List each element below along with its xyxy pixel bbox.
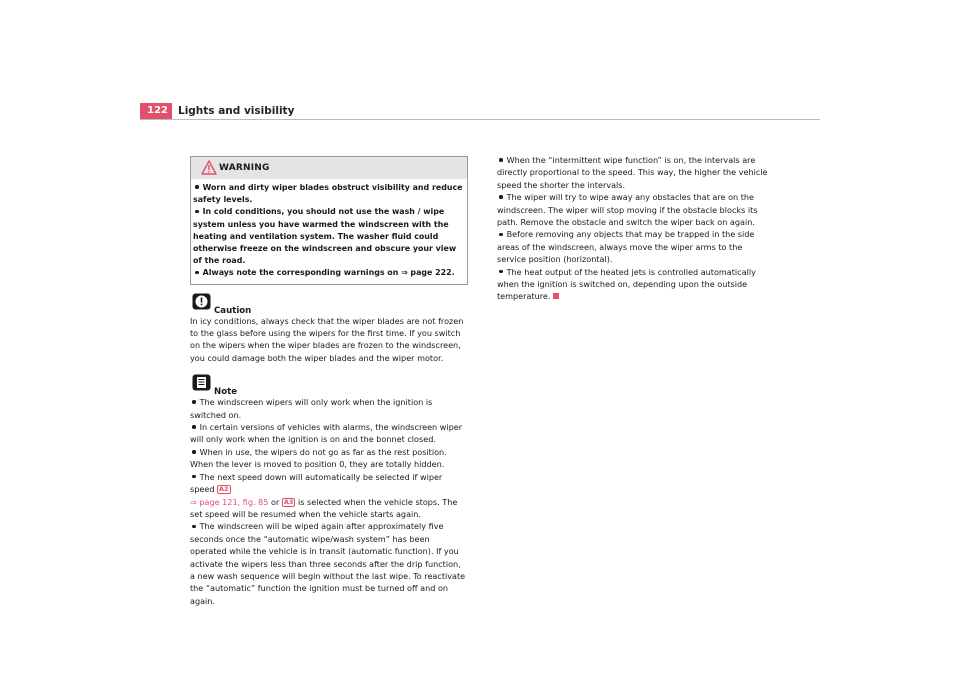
page-title: Lights and visibility: [178, 105, 295, 117]
note-header: [190, 374, 468, 396]
warning-item: Always note the corresponding warnings on ⇒ page 222.: [193, 267, 464, 279]
right-column: [497, 154, 771, 303]
note-title: Note: [214, 387, 238, 398]
note-item: The windscreen wipers will only work when the ignition is switched on.: [190, 397, 433, 420]
page-number: 122: [140, 103, 172, 119]
note-list: [190, 396, 468, 607]
warning-box: [190, 156, 468, 285]
header-rule: [140, 119, 820, 120]
warning-header: [191, 157, 467, 179]
label-a2: A2: [219, 485, 229, 494]
caution-text: In icy conditions, always check that the wiper blades are not frozen to the glass before using the wipers for the first time. If you switch on the wipers when the wiper blades are frozen to the windscreen, you could damage both the wiper blades and the wiper motor.: [190, 315, 464, 363]
caution-title: Caution: [214, 305, 252, 316]
warning-triangle-icon: [201, 160, 217, 175]
note-item: When in use, the wipers do not go as far as the rest position. When the lever is moved to position 0, they are totally hidden.: [190, 446, 447, 470]
caution-exclamation-icon: [192, 293, 211, 310]
page-link[interactable]: ⇒ page 121, fig. 85: [190, 496, 269, 507]
right-item: The heat output of the heated jets is controlled automatically when the ignition is switched on, depending upon the outside temperature.: [497, 266, 756, 302]
note-item: The windscreen will be wiped again after approximately five seconds once the “automatic wipe/wash system” has been operated while the vehicle is in transit (automatic function). If you activate the wipers less than three seconds after the drip function, a new wash sequence will begin without the last wipe. To reactivate the “automatic” function the ignition must be turned off and on again.: [190, 521, 466, 606]
note-document-icon: [192, 374, 211, 391]
note-item-speed: The next speed down will automatically be selected if wiper speed A2 ⇒ page 121, fig. 85 or A3 is selected when the vehicle stops. The set speed will be resumed when the vehicle starts again.: [190, 471, 458, 519]
caution-header: [190, 293, 468, 315]
right-item: The wiper will try to wipe away any obstacles that are on the windscreen. The wiper will stop moving if the obstacle blocks its path. Remove the obstacle and switch the wiper back on again.: [497, 192, 758, 228]
right-item: Before removing any objects that may be trapped in the side areas of the windscreen, always move the wiper arms to the service position (horizontal).: [497, 229, 755, 265]
left-column: [190, 156, 468, 607]
warning-title: WARNING: [219, 163, 270, 173]
right-item: When the “intermittent wipe function” is on, the intervals are directly proportional to the speed. This way, the higher the vehicle speed the shorter the intervals.: [497, 155, 768, 190]
label-a3: A3: [283, 497, 294, 506]
warning-body: [191, 179, 467, 284]
warning-item: Worn and dirty wiper blades obstruct visibility and reduce safety levels.: [193, 183, 463, 205]
note-item: In certain versions of vehicles with alarms, the windscreen wiper will only work when the ignition is on and the bonnet closed.: [190, 422, 463, 445]
end-of-section-square-icon: [553, 293, 559, 299]
warning-item: In cold conditions, you should not use the wash / wipe system unless you have warmed the windscreen with the heating and ventilation system. The washer fluid could otherwise freeze on the windscreen and obscure your view of the road.: [193, 207, 457, 266]
